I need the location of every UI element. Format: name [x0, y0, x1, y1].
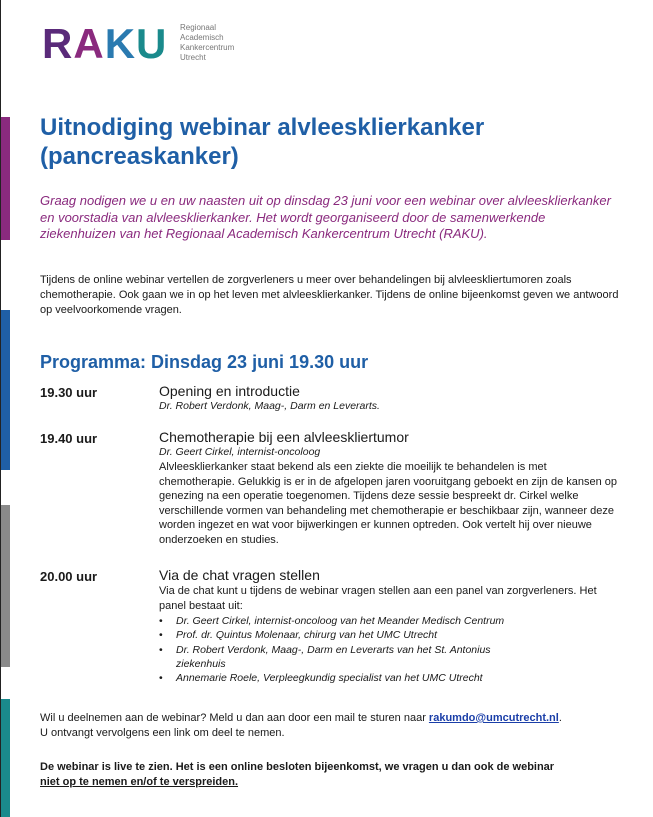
program-item-title: Chemotherapie bij een alvleeskliertumor [159, 429, 409, 445]
program-item-speaker: Dr. Geert Cirkel, internist-oncoloog [159, 446, 321, 458]
blue-accent-bar [1, 310, 10, 470]
email-link[interactable]: rakumdo@umcutrecht.nl [428, 712, 559, 724]
program-heading: Programma: Dinsdag 23 juni 19.30 uur [40, 352, 369, 372]
list-item: • Dr. Robert Verdonk, Maag-, Darm en Leverarts van het St. Antonius ziekenhuis [159, 643, 491, 671]
list-item: • Prof. dr. Quintus Molenaar, chirurg van het UMC Utrecht [159, 629, 438, 642]
program-time-3: 20.00 uur [40, 569, 98, 584]
list-item: • Dr. Geert Cirkel, internist-oncoloog van het Meander Medisch Centrum [159, 615, 505, 628]
teal-accent-bar [1, 699, 10, 817]
program-item-speaker: Dr. Robert Verdonk, Maag-, Darm en Leverarts. [159, 400, 380, 412]
list-item: • Annemarie Roele, Verpleegkundig specialist van het UMC Utrecht [159, 672, 483, 685]
intro-text: Graag nodigen we u en uw naasten uit op dinsdag 23 juni voor een webinar over alvleesklierkanker en voorstadia van alvleesklierkanker. Het wordt georganiseerd door de samenwerkende ziekenhuizen van het Regionaal Academisch Kankercentrum Utrecht (RAKU). [40, 193, 611, 241]
program-time-1: 19.30 uur [40, 385, 98, 400]
logo-wordmark: RAKU [42, 20, 168, 67]
bullet-icon: • [159, 629, 163, 642]
panel-list [159, 614, 619, 685]
program-item-title: Opening en introductie [159, 383, 300, 399]
bullet-icon: • [159, 615, 163, 628]
notice-underlined: niet op te nemen en/of te verspreiden. [40, 776, 239, 788]
page-title: Uitnodiging webinar alvleesklierkanker (pancreaskanker) [40, 114, 485, 170]
bullet-icon: • [159, 643, 163, 656]
program-item-opening [159, 383, 619, 413]
signup-text: Wil u deelnemen aan de webinar? Meld u dan aan door een mail te sturen naar rakumdo@umcutrecht.nl. U ontvangt vervolgens een link om deel te nemen. [40, 712, 562, 739]
bullet-icon: • [159, 672, 163, 685]
program-item-description: Alvleesklierkanker staat bekend als een ziekte die moeilijk te behandelen is met chemotherapie. Gelukkig is er in de afgelopen jaren vooruitgang geboekt en zijn de kansen op genezing na een operatie toegenomen. Tijdens deze sessie bespreekt dr. Cirkel welke verschillende vormen van behandeling met chemotherapie er beschikbaar zijn, wanneer deze worden ingezet en wat voor bijwerkingen er kunnen optreden. Ook vertelt hij over nieuwe onderzoeken en studies. [159, 461, 618, 546]
purple-accent-bar [1, 117, 10, 240]
program-item-chemotherapie [159, 429, 619, 548]
gray-accent-bar [1, 505, 10, 667]
program-time-2: 19.40 uur [40, 431, 98, 446]
logo-subtitle: Regionaal Academisch Kankercentrum Utrecht [180, 23, 235, 62]
description-text: Tijdens de online webinar vertellen de zorgverleners u meer over behandelingen bij alvleeskliertumoren zoals chemotherapie. Ook gaan we in op het leven met alvleesklierkanker. Tijdens de online bijeenkomst geven we antwoord op veelvoorkomende vragen. [40, 274, 619, 316]
program-item-title: Via de chat vragen stellen [159, 567, 320, 583]
program-item-chat [159, 567, 619, 686]
notice-text: De webinar is live te zien. Het is een online besloten bijeenkomst, we vragen u dan ook de webinar niet op te nemen en/of te verspreiden. [40, 761, 555, 788]
program-item-description: Via de chat kunt u tijdens de webinar vragen stellen aan een panel van zorgverleners. Het panel bestaat uit: [159, 585, 597, 612]
